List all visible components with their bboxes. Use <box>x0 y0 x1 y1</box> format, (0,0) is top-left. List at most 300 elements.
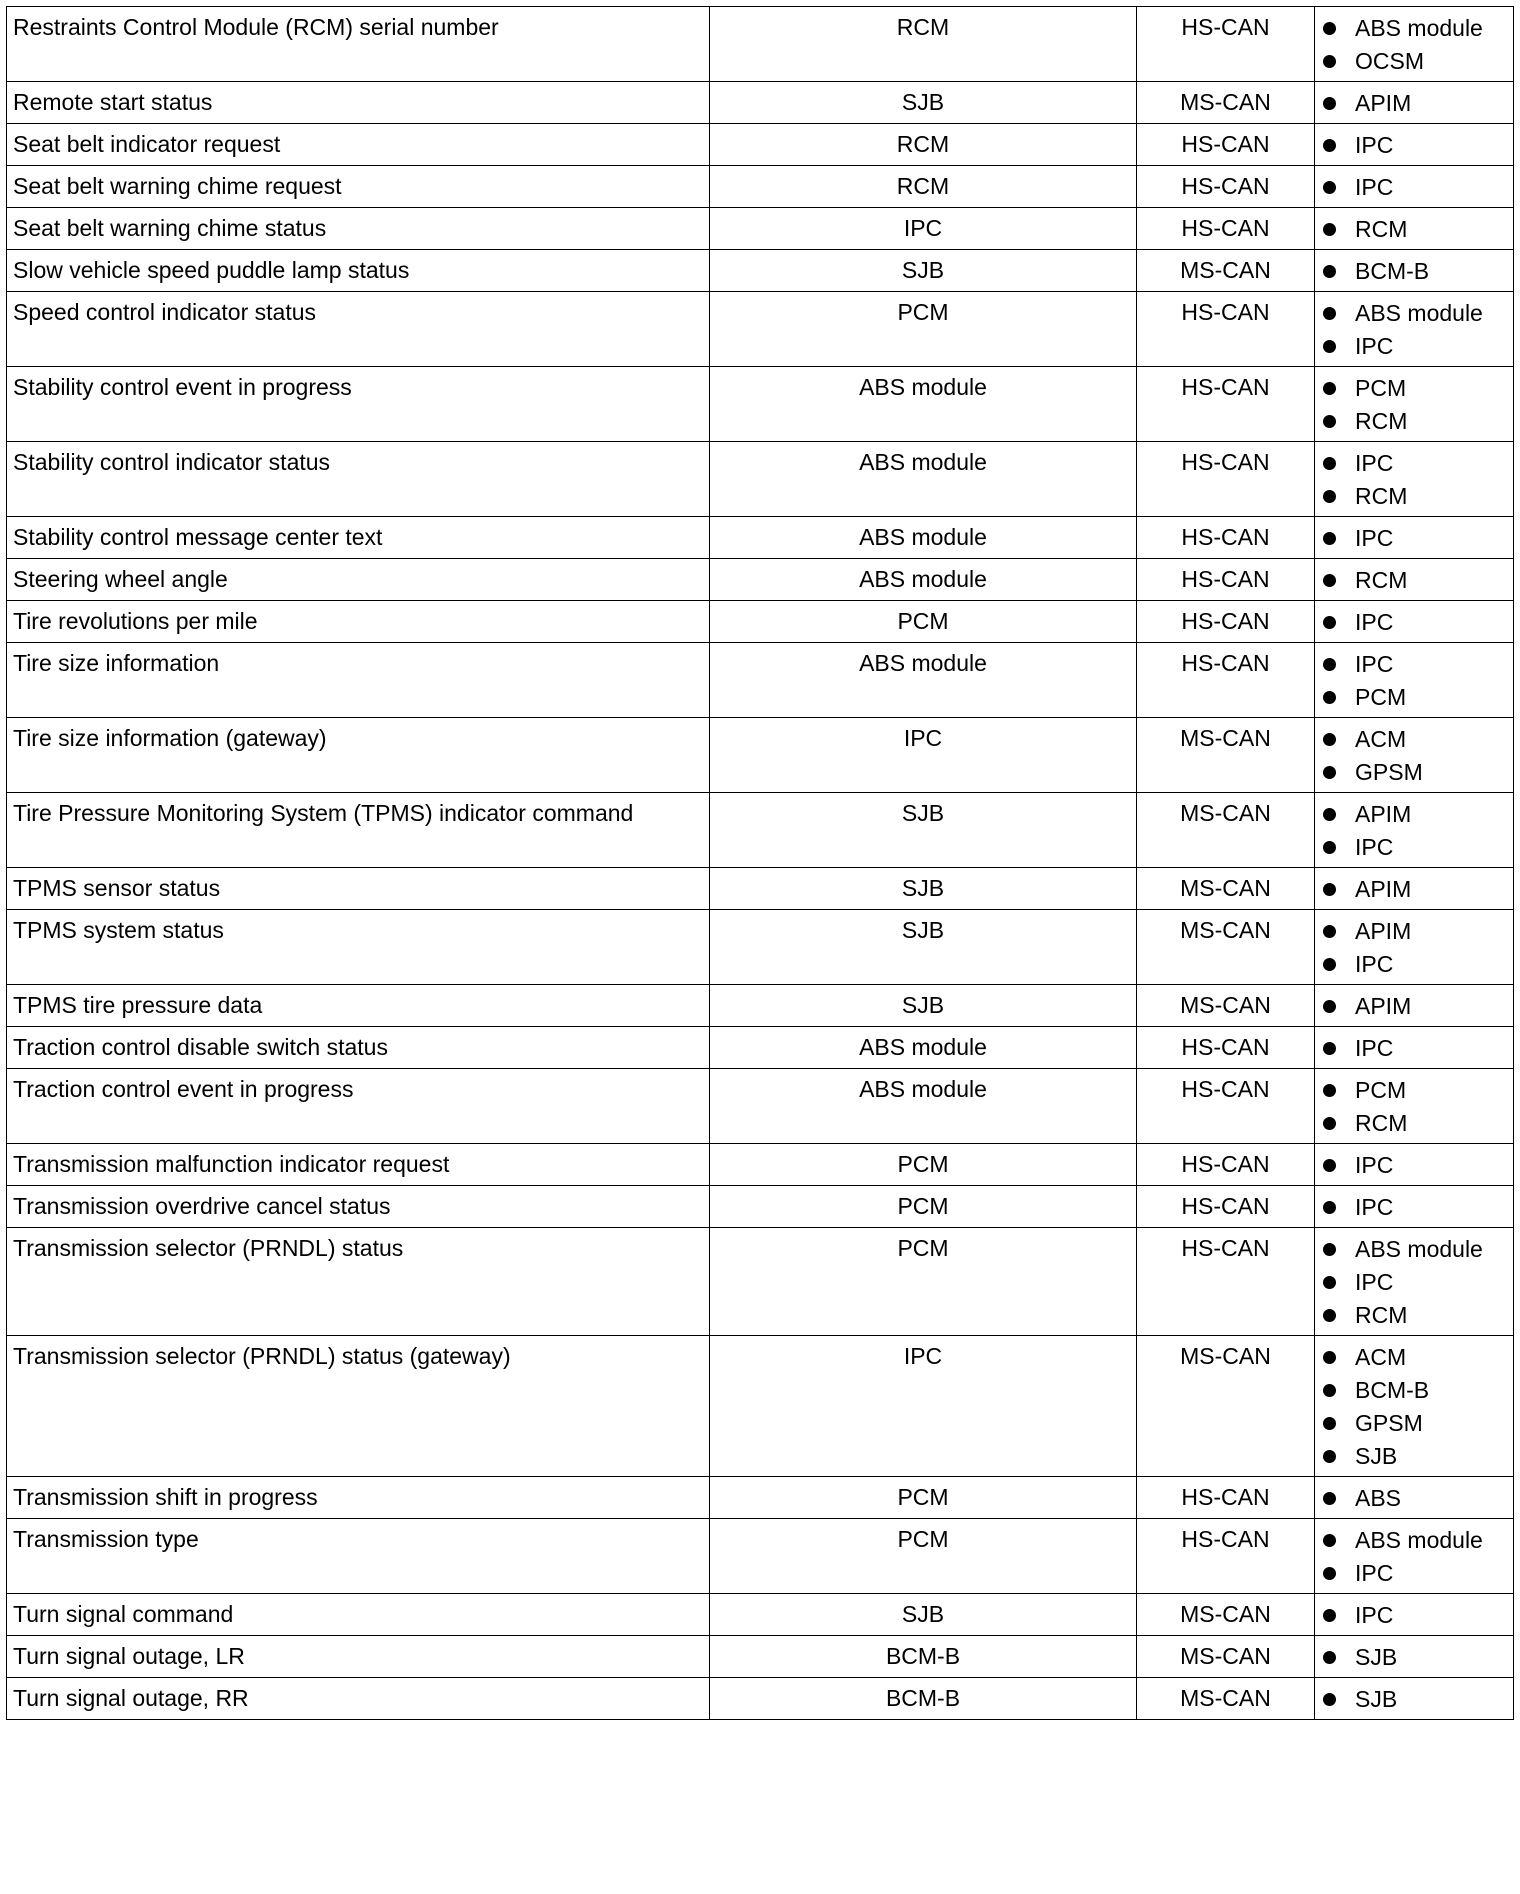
table-row <box>7 292 1514 367</box>
bullet-icon <box>1323 382 1336 395</box>
table-row <box>7 517 1514 559</box>
receiver-label: IPC <box>1355 609 1394 635</box>
receiver-list <box>1321 648 1507 714</box>
receiver-label: PCM <box>1355 1077 1407 1103</box>
receiving-modules-cell <box>1315 559 1514 601</box>
receiving-modules-cell <box>1315 1228 1514 1336</box>
table-row <box>7 1477 1514 1519</box>
network-cell: HS-CAN <box>1137 208 1315 250</box>
bullet-icon <box>1323 1351 1336 1364</box>
receiver-item <box>1321 297 1507 330</box>
bullet-icon <box>1323 22 1336 35</box>
bullet-icon <box>1323 55 1336 68</box>
receiving-modules-cell <box>1315 7 1514 82</box>
network-cell: MS-CAN <box>1137 1636 1315 1678</box>
bullet-icon <box>1323 1450 1336 1463</box>
receiver-label: RCM <box>1355 1110 1408 1136</box>
originating-module-cell: PCM <box>710 292 1137 367</box>
table-row <box>7 985 1514 1027</box>
bullet-icon <box>1323 808 1336 821</box>
receiving-modules-cell <box>1315 208 1514 250</box>
receiving-modules-cell <box>1315 1336 1514 1477</box>
receiving-modules-cell <box>1315 166 1514 208</box>
receiver-label: IPC <box>1355 450 1394 476</box>
table-row <box>7 559 1514 601</box>
originating-module-cell: ABS module <box>710 517 1137 559</box>
bullet-icon <box>1323 1309 1336 1322</box>
table-row <box>7 82 1514 124</box>
receiver-label: ACM <box>1355 1344 1407 1370</box>
receiver-list <box>1321 372 1507 438</box>
network-cell: HS-CAN <box>1137 7 1315 82</box>
receiver-list <box>1321 87 1507 120</box>
originating-module-cell: SJB <box>710 82 1137 124</box>
message-cell: Tire size information <box>7 643 710 718</box>
receiver-list <box>1321 171 1507 204</box>
bullet-icon <box>1323 958 1336 971</box>
receiver-item <box>1321 1107 1507 1140</box>
receiver-item <box>1321 1524 1507 1557</box>
receiving-modules-cell <box>1315 1027 1514 1069</box>
bullet-icon <box>1323 1693 1336 1706</box>
receiver-item <box>1321 1149 1507 1182</box>
bullet-icon <box>1323 1609 1336 1622</box>
receiver-list <box>1321 1641 1507 1674</box>
network-cell: MS-CAN <box>1137 1678 1315 1720</box>
message-cell: Speed control indicator status <box>7 292 710 367</box>
receiving-modules-cell <box>1315 292 1514 367</box>
receiver-item <box>1321 648 1507 681</box>
message-cell: TPMS sensor status <box>7 868 710 910</box>
originating-module-cell: SJB <box>710 910 1137 985</box>
bullet-icon <box>1323 139 1336 152</box>
table-row <box>7 1228 1514 1336</box>
network-cell: HS-CAN <box>1137 124 1315 166</box>
message-cell: Transmission malfunction indicator request <box>7 1144 710 1186</box>
receiver-list <box>1321 564 1507 597</box>
message-cell: Tire Pressure Monitoring System (TPMS) indicator command <box>7 793 710 868</box>
network-cell: HS-CAN <box>1137 292 1315 367</box>
receiver-label: OCSM <box>1355 48 1424 74</box>
network-cell: MS-CAN <box>1137 910 1315 985</box>
originating-module-cell: PCM <box>710 1228 1137 1336</box>
originating-module-cell: IPC <box>710 718 1137 793</box>
receiver-label: IPC <box>1355 834 1394 860</box>
network-cell: MS-CAN <box>1137 82 1315 124</box>
receiving-modules-cell <box>1315 643 1514 718</box>
receiver-label: IPC <box>1355 651 1394 677</box>
receiver-label: IPC <box>1355 1560 1394 1586</box>
message-cell: Stability control event in progress <box>7 367 710 442</box>
receiver-label: PCM <box>1355 375 1407 401</box>
message-cell: Restraints Control Module (RCM) serial number <box>7 7 710 82</box>
receiver-item <box>1321 1440 1507 1473</box>
originating-module-cell: ABS module <box>710 1027 1137 1069</box>
originating-module-cell: ABS module <box>710 367 1137 442</box>
originating-module-cell: BCM-B <box>710 1678 1137 1720</box>
table-row <box>7 1594 1514 1636</box>
receiver-label: IPC <box>1355 1602 1394 1628</box>
originating-module-cell: PCM <box>710 1186 1137 1228</box>
bullet-icon <box>1323 532 1336 545</box>
network-cell: HS-CAN <box>1137 559 1315 601</box>
message-cell: Tire revolutions per mile <box>7 601 710 643</box>
receiver-item <box>1321 831 1507 864</box>
table-row <box>7 1027 1514 1069</box>
receiver-list <box>1321 12 1507 78</box>
table-row <box>7 1336 1514 1477</box>
receiver-label: ABS module <box>1355 1236 1483 1262</box>
table-row <box>7 442 1514 517</box>
receiver-label: RCM <box>1355 216 1408 242</box>
network-cell: MS-CAN <box>1137 868 1315 910</box>
receiver-list <box>1321 213 1507 246</box>
bullet-icon <box>1323 925 1336 938</box>
receiving-modules-cell <box>1315 1069 1514 1144</box>
receiving-modules-cell <box>1315 985 1514 1027</box>
message-cell: Transmission overdrive cancel status <box>7 1186 710 1228</box>
receiver-item <box>1321 129 1507 162</box>
receiver-label: APIM <box>1355 90 1412 116</box>
bullet-icon <box>1323 1276 1336 1289</box>
network-cell: HS-CAN <box>1137 1186 1315 1228</box>
receiver-label: IPC <box>1355 333 1394 359</box>
table-row <box>7 1636 1514 1678</box>
bullet-icon <box>1323 415 1336 428</box>
originating-module-cell: RCM <box>710 124 1137 166</box>
receiver-item <box>1321 564 1507 597</box>
receiver-label: IPC <box>1355 132 1394 158</box>
receiver-label: ABS module <box>1355 1527 1483 1553</box>
receiving-modules-cell <box>1315 82 1514 124</box>
originating-module-cell: RCM <box>710 7 1137 82</box>
bullet-icon <box>1323 1534 1336 1547</box>
network-cell: HS-CAN <box>1137 517 1315 559</box>
message-cell: Traction control event in progress <box>7 1069 710 1144</box>
receiver-list <box>1321 1191 1507 1224</box>
bullet-icon <box>1323 1201 1336 1214</box>
receiver-list <box>1321 873 1507 906</box>
receiver-list <box>1321 255 1507 288</box>
receiver-item <box>1321 171 1507 204</box>
originating-module-cell: RCM <box>710 166 1137 208</box>
message-cell: Remote start status <box>7 82 710 124</box>
receiver-item <box>1321 948 1507 981</box>
message-cell: TPMS system status <box>7 910 710 985</box>
bullet-icon <box>1323 883 1336 896</box>
message-cell: Transmission selector (PRNDL) status <box>7 1228 710 1336</box>
table-row <box>7 1069 1514 1144</box>
message-cell: Tire size information (gateway) <box>7 718 710 793</box>
receiver-label: BCM-B <box>1355 1377 1430 1403</box>
table-row <box>7 1678 1514 1720</box>
message-cell: Steering wheel angle <box>7 559 710 601</box>
receiver-item <box>1321 372 1507 405</box>
table-row <box>7 1186 1514 1228</box>
receiver-label: IPC <box>1355 1152 1394 1178</box>
receiver-label: SJB <box>1355 1443 1398 1469</box>
receiver-item <box>1321 1599 1507 1632</box>
receiving-modules-cell <box>1315 1144 1514 1186</box>
receiver-label: GPSM <box>1355 759 1423 785</box>
message-cell: Turn signal outage, RR <box>7 1678 710 1720</box>
message-cell: Transmission type <box>7 1519 710 1594</box>
network-cell: HS-CAN <box>1137 367 1315 442</box>
receiver-label: SJB <box>1355 1644 1398 1670</box>
message-cell: Slow vehicle speed puddle lamp status <box>7 250 710 292</box>
bullet-icon <box>1323 1651 1336 1664</box>
receiver-list <box>1321 1032 1507 1065</box>
receiver-item <box>1321 606 1507 639</box>
message-cell: Stability control message center text <box>7 517 710 559</box>
receiver-label: BCM-B <box>1355 258 1430 284</box>
table-row <box>7 601 1514 643</box>
message-cell: Transmission shift in progress <box>7 1477 710 1519</box>
receiver-item <box>1321 915 1507 948</box>
bullet-icon <box>1323 1042 1336 1055</box>
originating-module-cell: ABS module <box>710 643 1137 718</box>
bullet-icon <box>1323 1084 1336 1097</box>
receiving-modules-cell <box>1315 601 1514 643</box>
bullet-icon <box>1323 766 1336 779</box>
bullet-icon <box>1323 490 1336 503</box>
receiver-list <box>1321 1683 1507 1716</box>
bullet-icon <box>1323 340 1336 353</box>
bullet-icon <box>1323 1159 1336 1172</box>
receiver-item <box>1321 873 1507 906</box>
receiver-label: IPC <box>1355 1194 1394 1220</box>
network-cell: HS-CAN <box>1137 643 1315 718</box>
bullet-icon <box>1323 457 1336 470</box>
originating-module-cell: IPC <box>710 208 1137 250</box>
originating-module-cell: ABS module <box>710 559 1137 601</box>
table-row <box>7 1519 1514 1594</box>
message-cell: Seat belt warning chime request <box>7 166 710 208</box>
network-cell: MS-CAN <box>1137 985 1315 1027</box>
receiver-item <box>1321 756 1507 789</box>
originating-module-cell: SJB <box>710 793 1137 868</box>
receiver-list <box>1321 1524 1507 1590</box>
network-cell: HS-CAN <box>1137 1519 1315 1594</box>
receiver-item <box>1321 213 1507 246</box>
network-cell: HS-CAN <box>1137 1144 1315 1186</box>
receiver-item <box>1321 330 1507 363</box>
receiver-label: SJB <box>1355 1686 1398 1712</box>
receiver-list <box>1321 798 1507 864</box>
network-message-table <box>6 6 1514 1720</box>
originating-module-cell: PCM <box>710 1144 1137 1186</box>
receiving-modules-cell <box>1315 868 1514 910</box>
receiving-modules-cell <box>1315 1678 1514 1720</box>
table-row <box>7 868 1514 910</box>
message-cell: Transmission selector (PRNDL) status (gateway) <box>7 1336 710 1477</box>
receiver-item <box>1321 447 1507 480</box>
originating-module-cell: PCM <box>710 601 1137 643</box>
receiver-item <box>1321 1683 1507 1716</box>
network-cell: MS-CAN <box>1137 1336 1315 1477</box>
receiver-label: GPSM <box>1355 1410 1423 1436</box>
bullet-icon <box>1323 1243 1336 1256</box>
receiver-label: ABS module <box>1355 15 1483 41</box>
receiver-item <box>1321 1074 1507 1107</box>
receiving-modules-cell <box>1315 1186 1514 1228</box>
table-row <box>7 643 1514 718</box>
receiver-label: APIM <box>1355 801 1412 827</box>
receiver-item <box>1321 87 1507 120</box>
table-row <box>7 166 1514 208</box>
bullet-icon <box>1323 1492 1336 1505</box>
receiver-label: ABS module <box>1355 300 1483 326</box>
bullet-icon <box>1323 1417 1336 1430</box>
bullet-icon <box>1323 841 1336 854</box>
receiver-item <box>1321 480 1507 513</box>
receiver-item <box>1321 990 1507 1023</box>
receiver-list <box>1321 1482 1507 1515</box>
receiving-modules-cell <box>1315 442 1514 517</box>
bullet-icon <box>1323 223 1336 236</box>
table-row <box>7 124 1514 166</box>
receiver-label: ACM <box>1355 726 1407 752</box>
receiver-list <box>1321 129 1507 162</box>
receiver-list <box>1321 1599 1507 1632</box>
receiver-item <box>1321 798 1507 831</box>
receiving-modules-cell <box>1315 1636 1514 1678</box>
receiver-item <box>1321 1266 1507 1299</box>
network-cell: MS-CAN <box>1137 250 1315 292</box>
table-row <box>7 367 1514 442</box>
receiver-list <box>1321 606 1507 639</box>
bullet-icon <box>1323 97 1336 110</box>
receiver-label: RCM <box>1355 408 1408 434</box>
message-cell: Seat belt warning chime status <box>7 208 710 250</box>
receiver-list <box>1321 1149 1507 1182</box>
message-cell: Seat belt indicator request <box>7 124 710 166</box>
receiver-label: RCM <box>1355 483 1408 509</box>
originating-module-cell: SJB <box>710 985 1137 1027</box>
receiver-label: PCM <box>1355 684 1407 710</box>
receiver-list <box>1321 990 1507 1023</box>
bullet-icon <box>1323 1117 1336 1130</box>
receiver-label: APIM <box>1355 993 1412 1019</box>
message-cell: Stability control indicator status <box>7 442 710 517</box>
receiver-item <box>1321 681 1507 714</box>
originating-module-cell: PCM <box>710 1519 1137 1594</box>
receiver-label: IPC <box>1355 1035 1394 1061</box>
bullet-icon <box>1323 733 1336 746</box>
originating-module-cell: ABS module <box>710 1069 1137 1144</box>
receiver-item <box>1321 1374 1507 1407</box>
receiver-item <box>1321 1032 1507 1065</box>
table-row <box>7 910 1514 985</box>
bullet-icon <box>1323 1384 1336 1397</box>
receiver-item <box>1321 405 1507 438</box>
table-body <box>7 7 1514 1720</box>
message-cell: TPMS tire pressure data <box>7 985 710 1027</box>
receiver-label: APIM <box>1355 918 1412 944</box>
message-cell: Turn signal outage, LR <box>7 1636 710 1678</box>
receiving-modules-cell <box>1315 1594 1514 1636</box>
table-row <box>7 250 1514 292</box>
receiver-item <box>1321 1191 1507 1224</box>
network-cell: HS-CAN <box>1137 1228 1315 1336</box>
receiver-label: RCM <box>1355 567 1408 593</box>
receiver-item <box>1321 1641 1507 1674</box>
receiver-item <box>1321 1299 1507 1332</box>
message-cell: Traction control disable switch status <box>7 1027 710 1069</box>
receiving-modules-cell <box>1315 517 1514 559</box>
receiver-label: IPC <box>1355 525 1394 551</box>
originating-module-cell: ABS module <box>710 442 1137 517</box>
originating-module-cell: IPC <box>710 1336 1137 1477</box>
network-cell: MS-CAN <box>1137 793 1315 868</box>
receiver-list <box>1321 1341 1507 1473</box>
receiver-list <box>1321 915 1507 981</box>
originating-module-cell: BCM-B <box>710 1636 1137 1678</box>
receiver-list <box>1321 522 1507 555</box>
network-cell: HS-CAN <box>1137 1477 1315 1519</box>
table-row <box>7 1144 1514 1186</box>
table-row <box>7 7 1514 82</box>
network-cell: MS-CAN <box>1137 718 1315 793</box>
originating-module-cell: SJB <box>710 1594 1137 1636</box>
table-row <box>7 718 1514 793</box>
network-cell: HS-CAN <box>1137 1027 1315 1069</box>
originating-module-cell: SJB <box>710 868 1137 910</box>
table-row <box>7 793 1514 868</box>
receiving-modules-cell <box>1315 910 1514 985</box>
receiving-modules-cell <box>1315 367 1514 442</box>
bullet-icon <box>1323 658 1336 671</box>
network-cell: HS-CAN <box>1137 601 1315 643</box>
receiver-list <box>1321 447 1507 513</box>
receiver-item <box>1321 255 1507 288</box>
receiver-item <box>1321 45 1507 78</box>
receiver-list <box>1321 1233 1507 1332</box>
bullet-icon <box>1323 1000 1336 1013</box>
network-cell: MS-CAN <box>1137 1594 1315 1636</box>
bullet-icon <box>1323 691 1336 704</box>
receiver-list <box>1321 723 1507 789</box>
receiver-item <box>1321 1233 1507 1266</box>
bullet-icon <box>1323 265 1336 278</box>
receiver-label: RCM <box>1355 1302 1408 1328</box>
network-cell: HS-CAN <box>1137 1069 1315 1144</box>
receiving-modules-cell <box>1315 1519 1514 1594</box>
receiving-modules-cell <box>1315 124 1514 166</box>
bullet-icon <box>1323 616 1336 629</box>
bullet-icon <box>1323 307 1336 320</box>
receiver-label: APIM <box>1355 876 1412 902</box>
bullet-icon <box>1323 181 1336 194</box>
receiver-label: IPC <box>1355 1269 1394 1295</box>
receiver-list <box>1321 1074 1507 1140</box>
receiver-item <box>1321 1482 1507 1515</box>
receiver-list <box>1321 297 1507 363</box>
receiver-label: IPC <box>1355 951 1394 977</box>
table-row <box>7 208 1514 250</box>
bullet-icon <box>1323 574 1336 587</box>
originating-module-cell: SJB <box>710 250 1137 292</box>
receiving-modules-cell <box>1315 793 1514 868</box>
receiver-item <box>1321 12 1507 45</box>
bullet-icon <box>1323 1567 1336 1580</box>
network-cell: HS-CAN <box>1137 166 1315 208</box>
receiver-item <box>1321 1341 1507 1374</box>
receiving-modules-cell <box>1315 718 1514 793</box>
receiver-item <box>1321 1557 1507 1590</box>
receiving-modules-cell <box>1315 1477 1514 1519</box>
message-cell: Turn signal command <box>7 1594 710 1636</box>
